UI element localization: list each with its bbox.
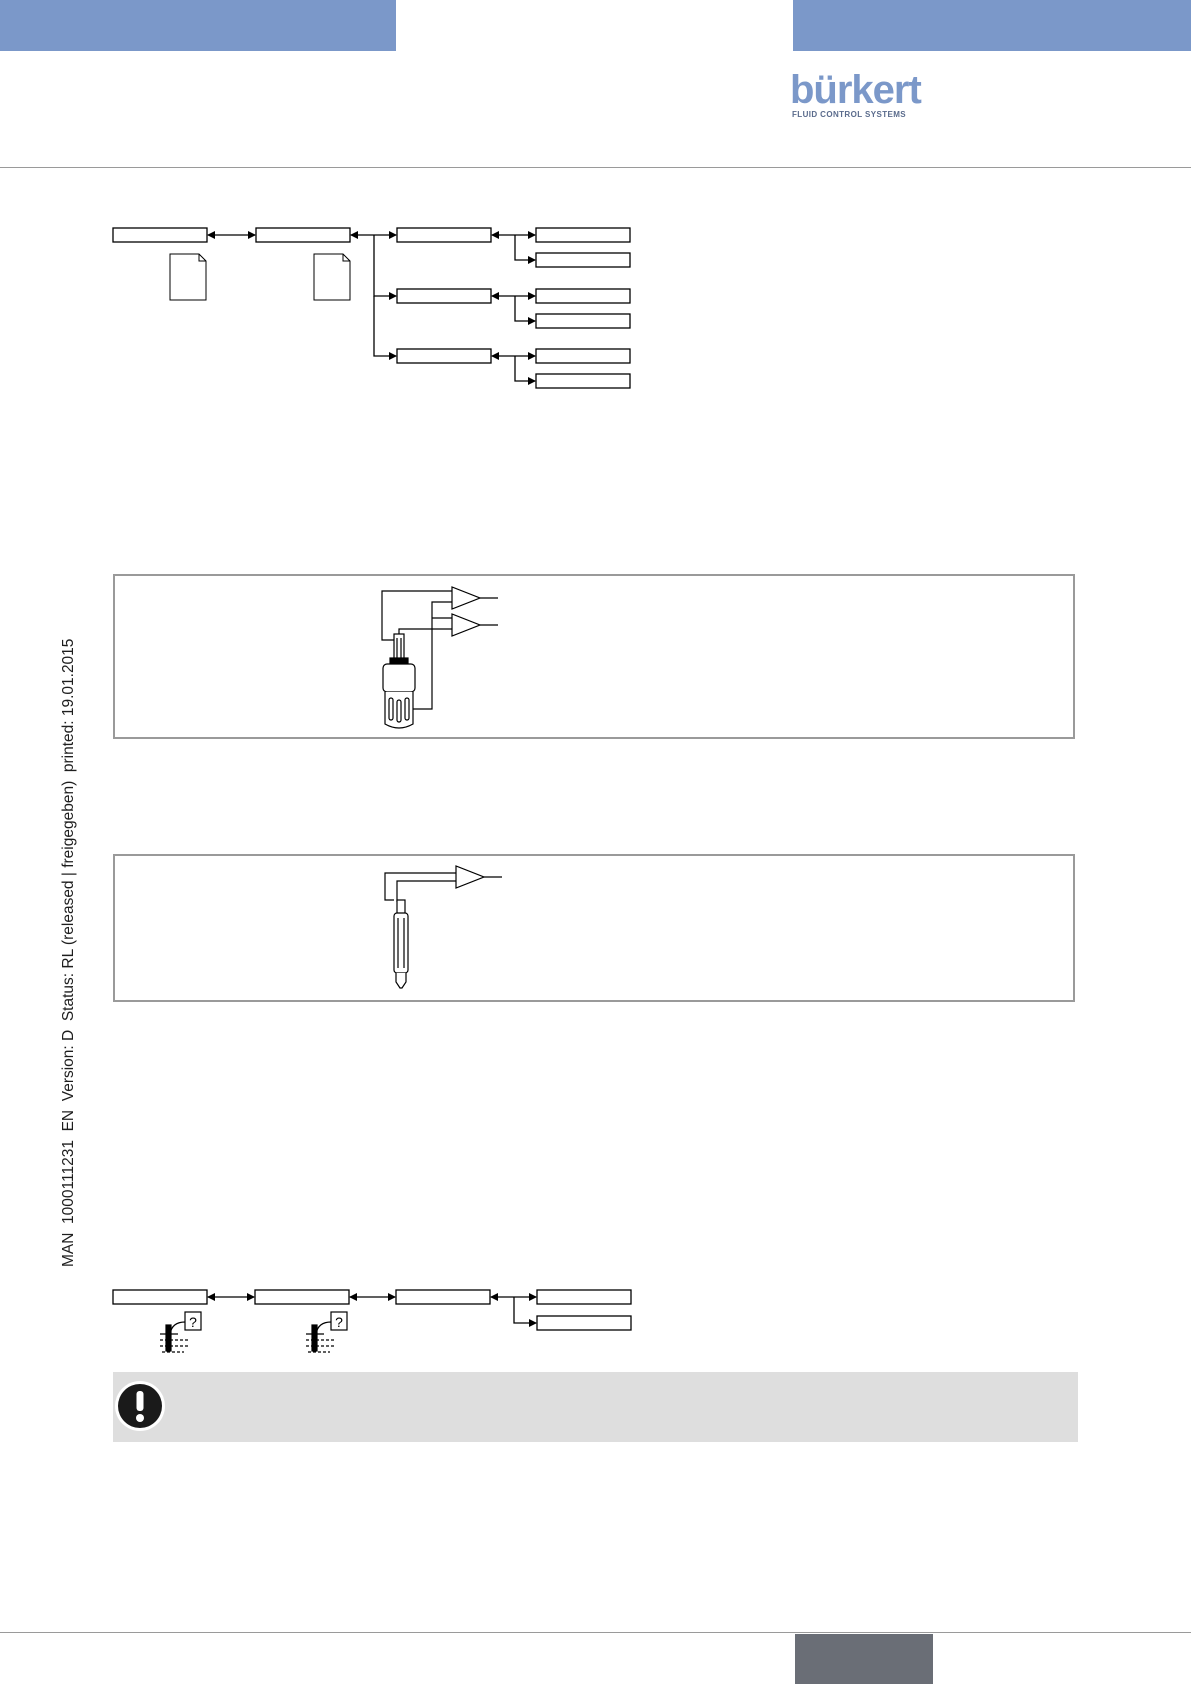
document-icon [314,254,350,300]
temperature-probe-diagram [385,866,502,988]
amplifier-symbol [456,866,484,888]
logo-tagline: FLUID CONTROL SYSTEMS [792,110,907,119]
probe-check-icon [306,1312,347,1352]
menu-box [397,228,491,242]
exclamation-icon [113,1378,167,1434]
menu-box [256,228,350,242]
menu-box [536,349,630,363]
menu-box [536,289,630,303]
menu-box [537,1290,631,1304]
menu-box [113,1290,207,1304]
probe-check-icon [160,1312,201,1352]
menu-box [536,253,630,267]
sensor-panel-1 [114,575,1074,738]
menu-box [536,374,630,388]
document-icon [170,254,206,300]
amplifier-symbol [452,587,480,609]
amplifier-symbol [452,614,480,636]
document-info-vertical: MAN 1000111231 EN Version: D Status: RL (released | freigegeben) printed: 19.01.2015 [60,638,77,1267]
menu-tree-top [113,228,630,388]
note-box [113,1372,1078,1442]
svg-text:?: ? [189,1314,197,1330]
menu-box [536,314,630,328]
conductivity-probe-diagram [382,587,498,728]
menu-box [537,1316,631,1330]
menu-box [397,349,491,363]
sensor-panel-2 [114,855,1074,1001]
menu-box [255,1290,349,1304]
svg-text:?: ? [335,1314,343,1330]
menu-box [396,1290,490,1304]
footer-page-block [795,1634,933,1684]
menu-box [397,289,491,303]
logo-wordmark: bürkert [790,68,921,112]
menu-box [536,228,630,242]
menu-box [113,228,207,242]
